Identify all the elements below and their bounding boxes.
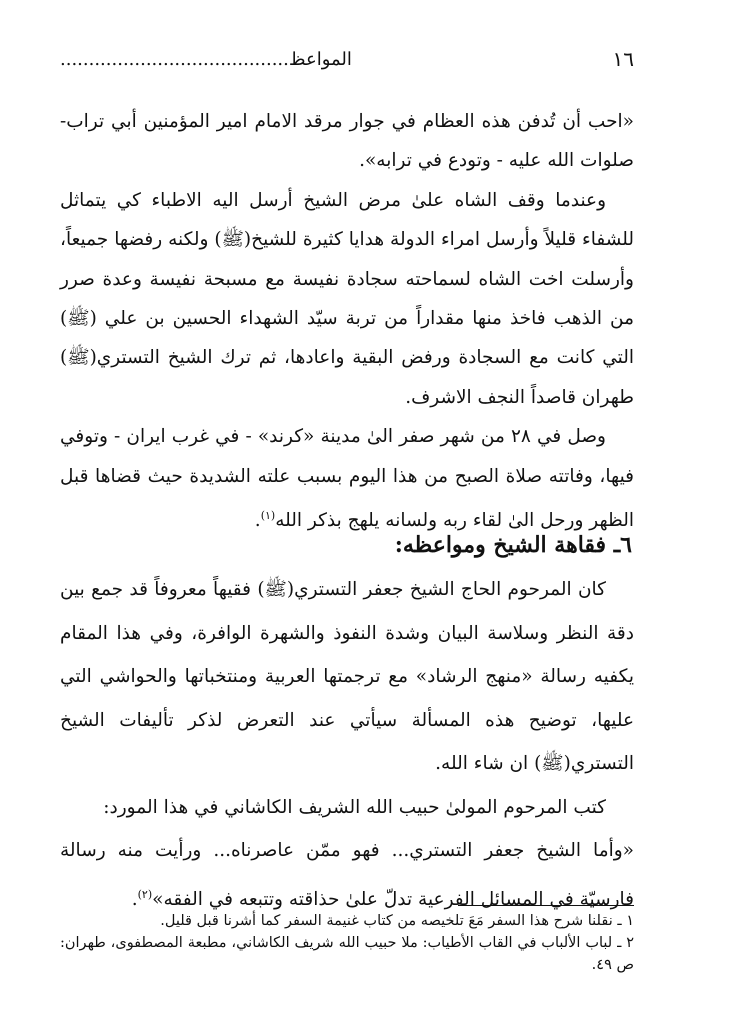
quote-paragraph: «احب أن تُدفن هذه العظام في جوار مرقد الامام امير المؤمنين أبي تراب- صلوات الله عليه - وتودع في ترابه». [60, 111, 634, 172]
page-number: ١٦ [612, 47, 634, 71]
page-header [60, 44, 634, 74]
footnote-divider [458, 905, 634, 906]
paragraph: كان المرحوم الحاج الشيخ جعفر التستري(ﷺ) فقيهاً معروفاً قد جمع بين دقة النظر وسلاسة البيان وشدة النفوذ والشهرة الوافرة، وفي هذا المقام يكفيه رسالة «منهج الرشاد» مع ترجمتها العربية ومنتخباتها والحواشي التي عليها، توضيح هذه المسألة سيأتي عند التعرض لذكر تأليفات الشيخ التستري(ﷺ) ان شاء الله. [60, 579, 634, 774]
paragraph: كتب المرحوم المولىٰ حبيب الله الشريف الكاشاني في هذا المورد: [103, 796, 606, 818]
footnotes [60, 910, 634, 976]
paragraph-text: وصل في ٢٨ من شهر صفر الىٰ مدينة «كرند» - في غرب ايران - وتوفي فيها، وفاتته صلاة الصبح من هذا اليوم بسبب علته الشديدة حيث قضاها قبل الظهر ورحل الىٰ لقاء ربه ولسانه يلهج بذكر الله [60, 426, 634, 532]
section-body-1 [60, 102, 634, 541]
quote-paragraph: «وأما الشيخ جعفر التستري... فهو ممّن عاصرناه... ورأيت منه رسالة فارسيّة في المسائل الفرعية تدلّ علىٰ حذاقته وتتبعه في الفقه»$^{(٢)}$. [60, 840, 634, 910]
quote-text: «وأما الشيخ جعفر التستري... فهو ممّن عاصرناه... ورأيت منه رسالة فارسيّة في المسائل الفرعية تدلّ علىٰ حذاقته وتتبعه في الفقه» [60, 840, 634, 910]
footnote-2: ٢ ـ لباب الألباب في القاب الأطياب: ملا حبيب الله شريف الكاشاني، مطبعة المصطفوى، طهران: ص ٤٩. [60, 935, 634, 973]
running-title: المواعظ........................................ [60, 48, 352, 70]
paragraph: وصل في ٢٨ من شهر صفر الىٰ مدينة «كرند» - في غرب ايران - وتوفي فيها، وفاتته صلاة الصبح من هذا اليوم بسبب علته الشديدة حيث قضاها قبل الظهر ورحل الىٰ لقاء ربه ولسانه يلهج بذكر الله$^{(١)}$. [60, 426, 634, 532]
paragraph: وعندما وقف الشاه علىٰ مرض الشيخ أرسل اليه الاطباء كي يتماثل للشفاء قليلاً وأرسل امراء الدولة هدايا كثيرة للشيخ(ﷺ) ولكنه رفضها جميعاً، وأرسلت اخت الشاه لسماحته سجادة نفيسة مع مسبحة نفيسة وعدة صرر من الذهب فاخذ منها مقداراً من تربة سيّد الشهداء الحسين بن علي (ﷺ) التي كانت مع السجادة ورفض البقية واعادها، ثم ترك الشيخ التستري(ﷺ) طهران قاصداً النجف الاشرف. [60, 189, 634, 408]
section-body-2 [60, 568, 634, 921]
section-heading: ٦ـ فقاهة الشيخ ومواعظه: [394, 532, 632, 558]
footnote-ref: (١) [260, 509, 276, 523]
footnote-1: ١ ـ نقلنا شرح هذا السفر مَعَ تلخيصه من كتاب غنيمة السفر كما أشرنا قبل قليل. [160, 913, 634, 929]
footnote-ref: (٢) [137, 887, 153, 901]
